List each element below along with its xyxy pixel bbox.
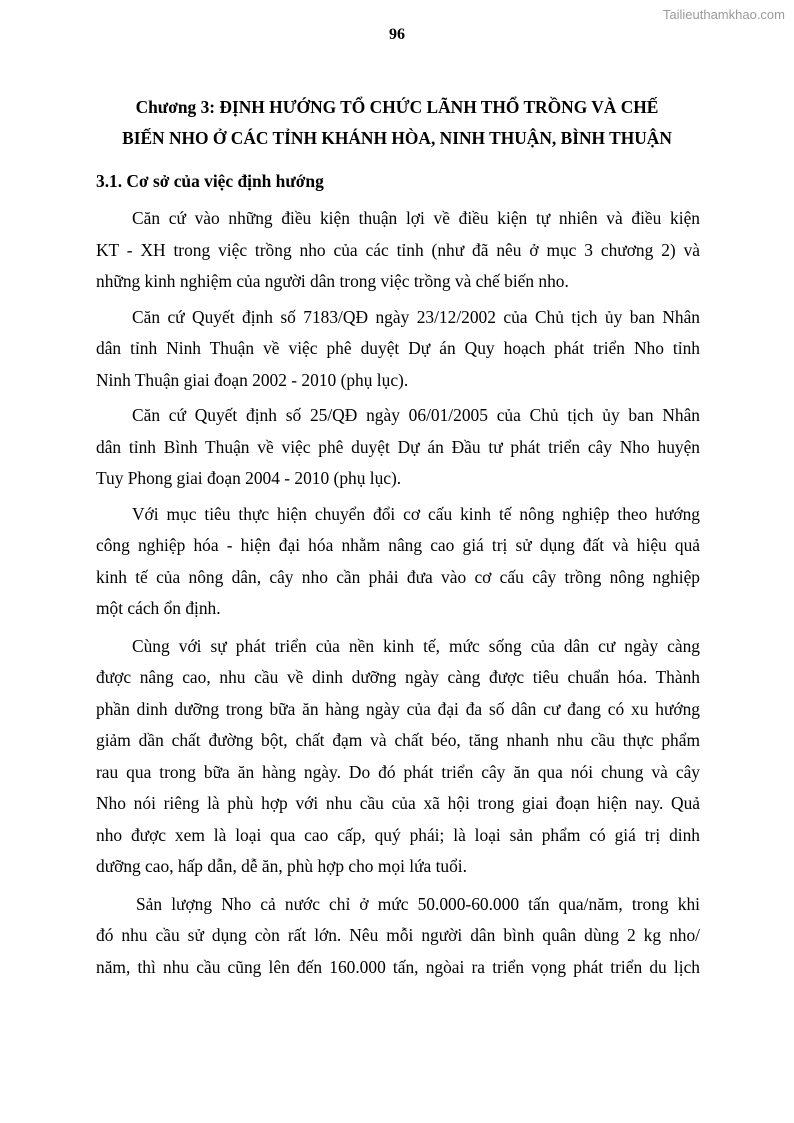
paragraph-line: Ninh Thuận giai đoạn 2002 - 2010 (phụ lục).	[96, 369, 409, 390]
paragraph-line: Sản lượng Nho cả nước chỉ ở mức 50.000-60.000 tấn qua/năm, trong khi	[136, 893, 700, 914]
paragraph-line: năm, thì nhu cầu cũng lên đến 160.000 tấn, ngòai ra triển vọng phát triển du lịch	[96, 956, 700, 977]
paragraph-line: được nâng cao, nhu cầu về dinh dưỡng ngày càng được tiêu chuẩn hóa. Thành	[96, 667, 700, 687]
paragraph-line: kinh tế của nông dân, cây nho cần phải đưa vào cơ cấu cây trồng nông nghiệp	[96, 566, 700, 587]
watermark-text: Tailieuthamkhao.com	[662, 7, 785, 22]
paragraph-line: dân tỉnh Ninh Thuận về việc phê duyệt Dự án Quy hoạch phát triển Nho tỉnh	[96, 338, 700, 358]
body-text	[96, 203, 700, 989]
paragraph-line: giảm dần chất đường bột, chất đạm và chất béo, tăng nhanh nhu cầu thực phẩm	[96, 730, 700, 750]
paragraph-line: Nho nói riêng là phù hợp với nhu cầu của xã hội trong giai đoạn hiện nay. Quả	[96, 793, 700, 813]
paragraph-line: Căn cứ Quyết định số 25/QĐ ngày 06/01/2005 của Chủ tịch ủy ban Nhân	[132, 405, 700, 425]
chapter-title-line-1: Chương 3: ĐỊNH HƯỚNG TỔ CHỨC LÃNH THỔ TRỒNG VÀ CHẾ	[135, 97, 659, 117]
paragraph-line: nho được xem là loại qua cao cấp, quý phái; là loại sản phẩm có giá trị dinh	[96, 824, 700, 845]
paragraph	[96, 302, 700, 397]
paragraph-line: KT - XH trong việc trồng nho của các tỉnh (như đã nêu ở mục 3 chương 2) và	[96, 239, 700, 260]
paragraph-line: phần dinh dưỡng trong bữa ăn hàng ngày của đại đa số dân cư đang có xu hướng	[96, 698, 700, 719]
paragraph-line: Căn cứ Quyết định số 7183/QĐ ngày 23/12/2002 của Chủ tịch ủy ban Nhân	[132, 306, 700, 327]
paragraph-line: Tuy Phong giai đoạn 2004 - 2010 (phụ lục).	[96, 468, 402, 488]
page-number: 96	[389, 26, 405, 43]
section-heading: 3.1. Cơ sở của việc định hướng	[96, 171, 324, 191]
paragraph-line: Căn cứ vào những điều kiện thuận lợi về điều kiện tự nhiên và điều kiện	[132, 208, 700, 228]
paragraph-line: đó nhu cầu sử dụng còn rất lớn. Nêu mỗi người dân bình quân dùng 2 kg nho/	[96, 925, 700, 945]
chapter-title-line-2: BIẾN NHO Ở CÁC TỈNH KHÁNH HÒA, NINH THUẬN, BÌNH THUẬN	[122, 128, 672, 148]
paragraph-line: những kinh nghiệm của người dân trong việc trồng và chế biến nho.	[96, 271, 569, 291]
paragraph	[96, 631, 700, 883]
paragraph	[96, 400, 700, 495]
paragraph	[96, 889, 700, 984]
paragraph	[96, 499, 700, 625]
paragraph	[96, 203, 700, 298]
paragraph-line: rau qua trong bữa ăn hàng ngày. Do đó phát triển cây ăn qua nói chung và cây	[96, 761, 700, 782]
chapter-title	[96, 92, 698, 154]
paragraph-line: Cùng với sự phát triển của nền kinh tế, mức sống của dân cư ngày càng	[132, 635, 700, 656]
paragraph-line: công nghiệp hóa - hiện đại hóa nhằm nâng cao giá trị sử dụng đất và hiệu quả	[96, 535, 700, 555]
paragraph-line: dưỡng cao, hấp dẫn, dễ ăn, phù hợp cho mọi lứa tuổi.	[96, 856, 467, 876]
paragraph-line: Với mục tiêu thực hiện chuyển đổi cơ cấu kinh tế nông nghiệp theo hướng	[132, 503, 700, 524]
paragraph-line: dân tỉnh Bình Thuận về việc phê duyệt Dự án Đầu tư phát triển cây Nho huyện	[96, 436, 700, 457]
paragraph-line: một cách ổn định.	[96, 598, 221, 618]
